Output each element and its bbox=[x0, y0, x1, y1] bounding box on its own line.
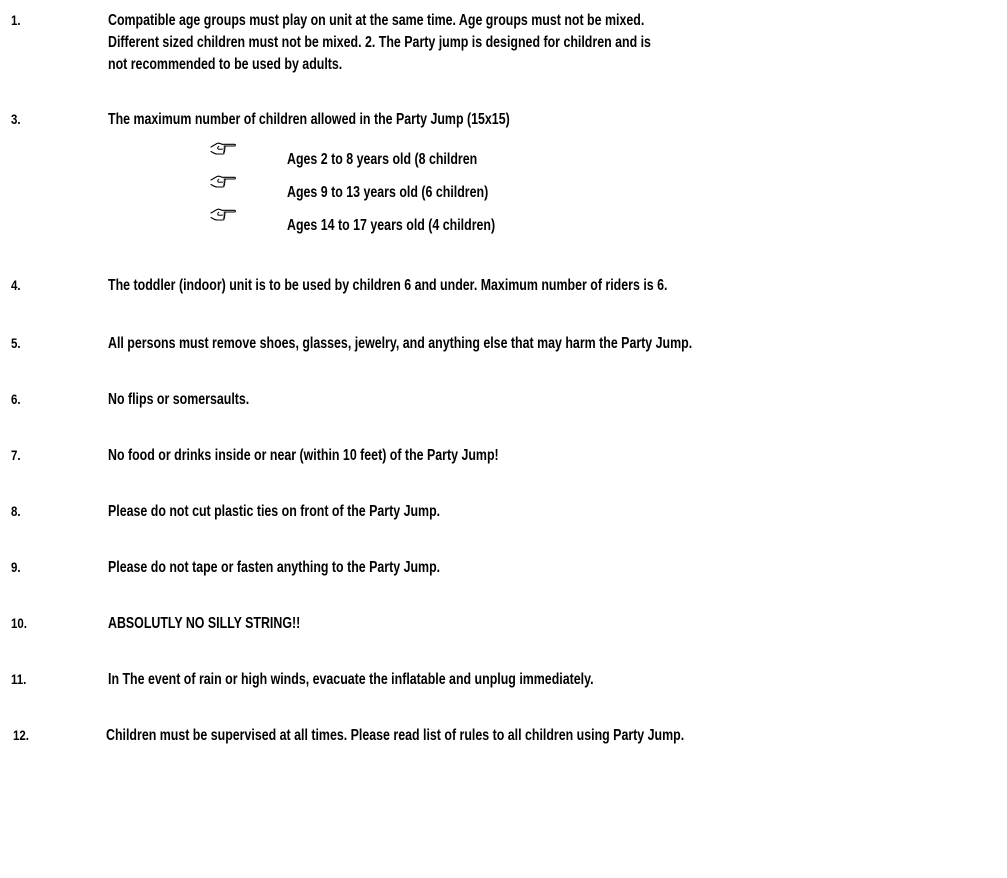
rule-text-line-1: In The event of rain or high winds, evacuate the inflatable and unplug immediately. bbox=[108, 671, 594, 688]
rule-3-sub-item-2 bbox=[0, 182, 1007, 203]
rule-text-line-1: ABSOLUTLY NO SILLY STRING!! bbox=[108, 615, 301, 632]
pointing-hand-icon bbox=[210, 174, 236, 194]
rule-3 bbox=[0, 109, 1007, 130]
rule-number: 4. bbox=[11, 277, 21, 293]
rule-text-line-3: not recommended to be used by adults. bbox=[108, 56, 343, 73]
rule-3-sub-item-3 bbox=[0, 215, 1007, 236]
rule-number: 3. bbox=[11, 111, 21, 127]
rule-number: 5. bbox=[11, 335, 21, 351]
rule-text-line-1: No flips or somersaults. bbox=[108, 391, 250, 408]
rule-8 bbox=[0, 501, 1007, 522]
rule-number: 7. bbox=[11, 447, 21, 463]
pointing-hand-icon bbox=[210, 141, 236, 161]
rule-text-line-1: Please do not tape or fasten anything to the Party Jump. bbox=[108, 559, 441, 576]
rule-5 bbox=[0, 333, 1007, 354]
rule-number: 6. bbox=[11, 391, 21, 407]
rule-11 bbox=[0, 669, 1007, 690]
rule-text-line-1: The toddler (indoor) unit is to be used by children 6 and under. Maximum number of riders is 6. bbox=[108, 277, 668, 294]
rule-12 bbox=[0, 725, 1007, 746]
rule-text-line-1: Please do not cut plastic ties on front of the Party Jump. bbox=[108, 503, 441, 520]
pointing-hand-icon bbox=[210, 207, 236, 227]
rule-number: 11. bbox=[11, 671, 27, 687]
rule-9 bbox=[0, 557, 1007, 578]
rule-3-sub-item-1 bbox=[0, 149, 1007, 170]
rule-text-line-2: Different sized children must not be mixed. 2. The Party jump is designed for children and is bbox=[108, 34, 651, 51]
sub-item-text: Ages 9 to 13 years old (6 children) bbox=[287, 184, 489, 201]
rule-text-line-1: No food or drinks inside or near (within 10 feet) of the Party Jump! bbox=[108, 447, 499, 464]
rule-number: 1. bbox=[11, 12, 21, 28]
rule-text-line-1: Compatible age groups must play on unit at the same time. Age groups must not be mixed. bbox=[108, 12, 645, 29]
rule-7 bbox=[0, 445, 1007, 466]
rule-number: 8. bbox=[11, 503, 21, 519]
rule-text-line-1: All persons must remove shoes, glasses, jewelry, and anything else that may harm the Party Jump. bbox=[108, 335, 693, 352]
rule-6 bbox=[0, 389, 1007, 410]
rule-text-line-1: Children must be supervised at all times. Please read list of rules to all children using Party Jump. bbox=[106, 727, 685, 744]
rule-number: 10. bbox=[11, 615, 27, 631]
sub-item-text: Ages 2 to 8 years old (8 children bbox=[287, 151, 478, 168]
rule-number: 9. bbox=[11, 559, 21, 575]
rule-1 bbox=[0, 10, 1007, 76]
sub-item-text: Ages 14 to 17 years old (4 children) bbox=[287, 217, 496, 234]
rule-4 bbox=[0, 275, 1007, 296]
rule-text-line-1: The maximum number of children allowed in the Party Jump (15x15) bbox=[108, 111, 510, 128]
rule-number: 12. bbox=[13, 727, 29, 743]
rule-10 bbox=[0, 613, 1007, 634]
